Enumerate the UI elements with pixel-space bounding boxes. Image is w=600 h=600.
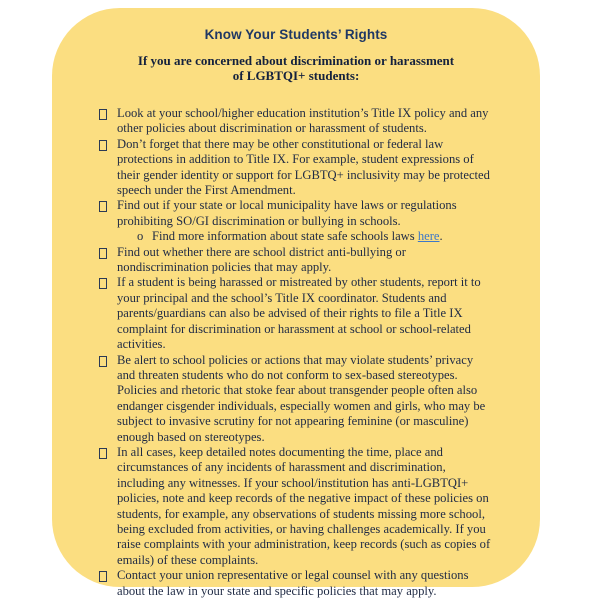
checklist-subitem [117, 229, 492, 244]
safe-schools-link[interactable]: here [417, 229, 440, 244]
checklist-item-text: Don’t forget that there may be other constitutional or federal law protections in addition to Title IX. For example, student expressions of their gender identity or support for LGBTQ+ inclusivity may be protected speech under the First Amendment. [117, 136, 490, 198]
card-title: Know Your Students’ Rights [204, 27, 388, 42]
checklist-item [52, 106, 492, 137]
checklist-item-text: In all cases, keep detailed notes documenting the time, place and circumstances of any incidents of harassment and discrimination, including any witnesses. If your school/institution has anti-LGBTQI+ policies, note and keep records of the negative impact of these policies on students, for example, any observations of students missing more school, being excluded from activities, or having challenges academically. If you raise complaints with your administration, keep records (such as copies of emails) of these complaints. [117, 444, 491, 567]
checklist-item-text: Be alert to school policies or actions that may violate students’ privacy and threaten students who do not conform to sex-based stereotypes. Policies and rhetoric that stoke fear about transgender people often also endanger cisgender individuals, especially women and girls, who may be subject to invasive scrutiny for not appearing feminine (or masculine) enough based on stereotypes. [117, 352, 486, 444]
checklist-item-text: Look at your school/higher education institution’s Title IX policy and any other policies about discrimination or harassment of students. [117, 106, 489, 136]
checklist-item [52, 445, 492, 568]
checklist-item [52, 137, 492, 199]
card-subtitle [52, 53, 540, 83]
card-subtitle-line2: of LGBTQI+ students: [232, 68, 360, 83]
empty-checkbox-icon [99, 140, 107, 151]
checklist-item-text: Find out whether there are school district anti-bullying or nondiscrimination policies that may apply. [117, 244, 406, 275]
empty-checkbox-icon [99, 571, 107, 582]
circle-o-marker-icon: o [137, 229, 144, 244]
empty-checkbox-icon [99, 248, 107, 259]
empty-checkbox-icon [99, 356, 107, 367]
checklist-item-text: Find out if your state or local municipality have laws or regulations prohibiting SO/GI discrimination or bullying in schools. [117, 198, 457, 228]
checklist-item [52, 245, 492, 276]
checklist-subitem-text-end: . [439, 229, 443, 244]
checklist-item [52, 198, 492, 244]
card-subtitle-line1: If you are concerned about discrimination or harassment [137, 53, 455, 68]
empty-checkbox-icon [99, 201, 107, 212]
checklist-item-text: If a student is being harassed or mistreated by other students, report it to your principal and the school’s Title IX coordinator. Students and parents/guardians can also be advised of their rights to file a Title IX complaint for discrimination or harassment at school or school-related activities. [117, 275, 481, 352]
checklist [52, 106, 540, 599]
checklist-item [52, 353, 492, 445]
checklist-item [52, 275, 492, 352]
empty-checkbox-icon [99, 278, 107, 289]
checklist-item-text: Contact your union representative or legal counsel with any questions about the law in your state and specific policies that may apply. [117, 568, 469, 598]
rights-card [52, 8, 540, 598]
empty-checkbox-icon [99, 109, 107, 120]
checklist-item [52, 568, 492, 599]
checklist-subitem-text: Find more information about state safe schools laws [152, 229, 418, 244]
empty-checkbox-icon [99, 448, 107, 459]
